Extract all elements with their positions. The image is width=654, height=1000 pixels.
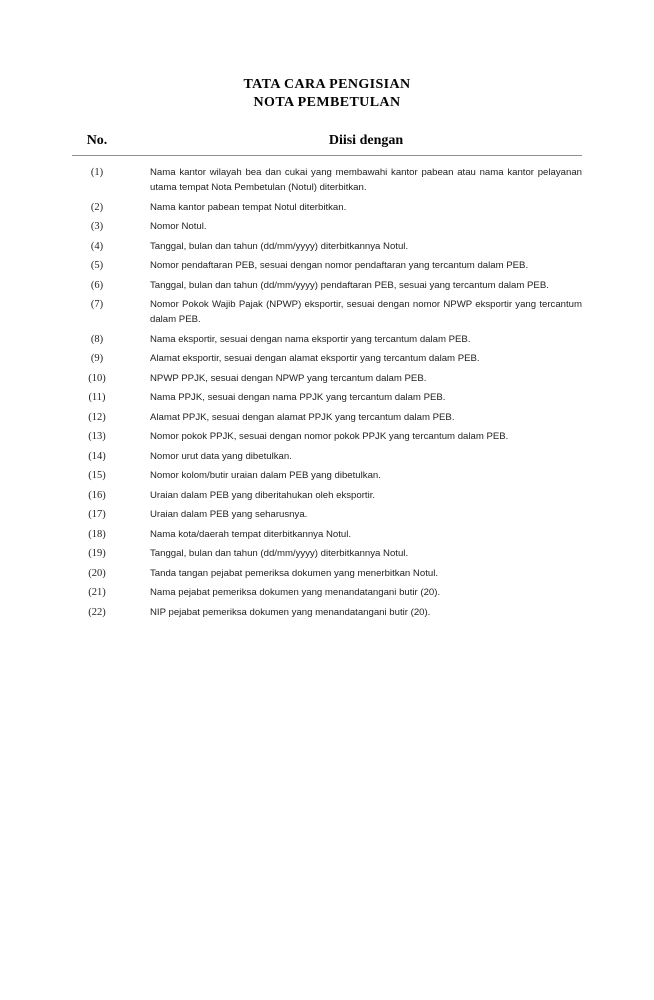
column-header-no: No. bbox=[86, 133, 108, 148]
row-description: NPWP PPJK, sesuai dengan NPWP yang tercantum dalam PEB. bbox=[150, 372, 427, 384]
row-description: Nama pejabat pemeriksa dokumen yang menandatangani butir (20). bbox=[150, 587, 441, 598]
table-row bbox=[72, 258, 582, 273]
row-description: Alamat eksportir, sesuai dengan alamat eksportir yang tercantum dalam PEB. bbox=[150, 353, 480, 364]
row-description: Nama kantor pabean tempat Notul diterbitkan. bbox=[150, 201, 347, 213]
row-number: (14) bbox=[88, 450, 106, 462]
table-row bbox=[72, 410, 582, 425]
row-number: (19) bbox=[88, 548, 106, 559]
document-title-line1: TATA CARA PENGISIAN bbox=[243, 77, 411, 92]
table-row bbox=[72, 351, 582, 366]
table-header-row bbox=[72, 133, 582, 148]
table-row bbox=[72, 527, 582, 542]
row-number: (16) bbox=[88, 489, 106, 501]
table-row bbox=[72, 200, 582, 215]
table-row bbox=[72, 390, 582, 405]
document-title-line2: NOTA PEMBETULAN bbox=[253, 95, 401, 110]
table-row bbox=[72, 449, 582, 464]
row-description: Tanggal, bulan dan tahun (dd/mm/yyyy) pendaftaran PEB, sesuai yang tercantum dalam PEB. bbox=[150, 279, 549, 291]
row-number: (21) bbox=[88, 587, 106, 598]
row-number: (12) bbox=[88, 411, 106, 423]
table-row bbox=[72, 585, 582, 600]
row-description: Uraian dalam PEB yang diberitahukan oleh eksportir. bbox=[150, 489, 376, 501]
header-divider-line bbox=[72, 155, 582, 156]
row-description: Nama kantor wilayah bea dan cukai yang membawahi kantor pabean atau nama kantor pelayanan utama tempat Nota Pembetulan (Notul) diterbitkan. bbox=[150, 167, 582, 193]
table-row bbox=[72, 297, 582, 327]
document-title bbox=[0, 76, 654, 112]
row-number: (4) bbox=[90, 240, 104, 252]
row-description: Uraian dalam PEB yang seharusnya. bbox=[150, 509, 308, 520]
table-row bbox=[72, 566, 582, 581]
table-row bbox=[72, 507, 582, 522]
row-description: Nama PPJK, sesuai dengan nama PPJK yang tercantum dalam PEB. bbox=[150, 392, 446, 403]
row-number: (15) bbox=[88, 470, 106, 481]
row-description: Nomor Notul. bbox=[150, 221, 207, 232]
table-row bbox=[72, 165, 582, 195]
row-number: (5) bbox=[90, 260, 104, 271]
row-description: Nomor kolom/butir uraian dalam PEB yang dibetulkan. bbox=[150, 470, 381, 481]
row-description: Tanggal, bulan dan tahun (dd/mm/yyyy) diterbitkannya Notul. bbox=[150, 240, 409, 252]
table-row bbox=[72, 278, 582, 293]
row-number: (8) bbox=[90, 333, 104, 345]
table-row bbox=[72, 219, 582, 234]
row-description: NIP pejabat pemeriksa dokumen yang menandatangani butir (20). bbox=[150, 606, 431, 618]
table-row bbox=[72, 239, 582, 254]
row-description: Nama eksportir, sesuai dengan nama eksportir yang tercantum dalam PEB. bbox=[150, 333, 471, 345]
row-number: (3) bbox=[90, 221, 104, 232]
row-number: (1) bbox=[90, 167, 104, 178]
table-body bbox=[72, 165, 582, 620]
instruction-table bbox=[72, 133, 582, 620]
table-row bbox=[72, 488, 582, 503]
row-description: Nomor pendaftaran PEB, sesuai dengan nomor pendaftaran yang tercantum dalam PEB. bbox=[150, 260, 529, 271]
row-number: (7) bbox=[90, 299, 104, 310]
row-number: (10) bbox=[88, 372, 106, 384]
table-row bbox=[72, 332, 582, 347]
table-row bbox=[72, 468, 582, 483]
table-row bbox=[72, 371, 582, 386]
row-description: Tanda tangan pejabat pemeriksa dokumen yang menerbitkan Notul. bbox=[150, 567, 438, 579]
row-number: (2) bbox=[90, 201, 104, 213]
row-description: Nomor urut data yang dibetulkan. bbox=[150, 450, 292, 462]
row-description: Alamat PPJK, sesuai dengan alamat PPJK yang tercantum dalam PEB. bbox=[150, 411, 455, 423]
row-number: (20) bbox=[88, 567, 106, 579]
table-row bbox=[72, 546, 582, 561]
row-description: Nomor pokok PPJK, sesuai dengan nomor pokok PPJK yang tercantum dalam PEB. bbox=[150, 431, 509, 442]
row-description: Nomor Pokok Wajib Pajak (NPWP) eksportir, sesuai dengan nomor NPWP eksportir yang tercantum dalam PEB. bbox=[150, 299, 582, 325]
row-number: (13) bbox=[88, 431, 106, 442]
row-number: (17) bbox=[88, 509, 106, 520]
row-number: (22) bbox=[88, 606, 106, 618]
row-number: (18) bbox=[88, 528, 106, 540]
row-description: Nama kota/daerah tempat diterbitkannya Notul. bbox=[150, 528, 352, 540]
row-number: (9) bbox=[90, 353, 104, 364]
table-row bbox=[72, 605, 582, 620]
row-description: Tanggal, bulan dan tahun (dd/mm/yyyy) diterbitkannya Notul. bbox=[150, 548, 409, 559]
table-row bbox=[72, 429, 582, 444]
column-header-description: Diisi dengan bbox=[328, 133, 404, 148]
row-number: (6) bbox=[90, 279, 104, 291]
row-number: (11) bbox=[88, 392, 106, 403]
